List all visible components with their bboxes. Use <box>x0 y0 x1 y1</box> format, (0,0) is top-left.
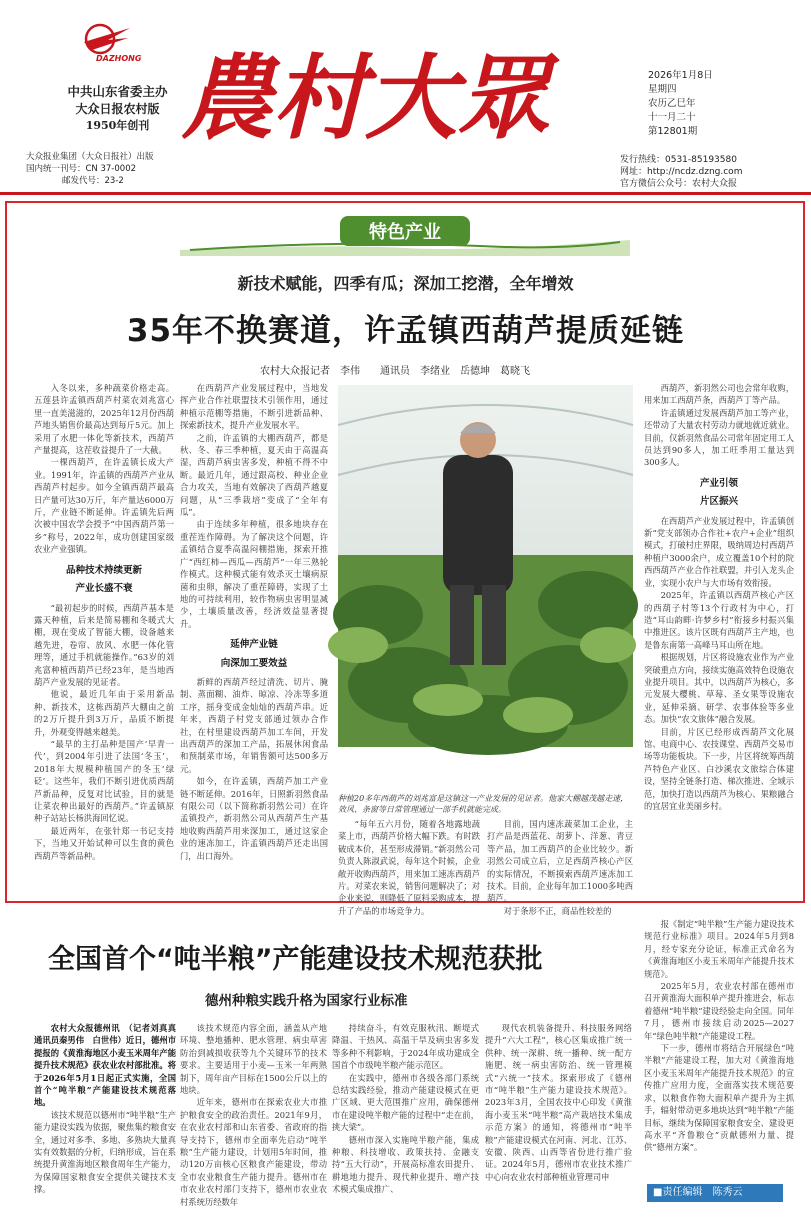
paragraph: 许孟镇通过发展西葫芦加工等产业，还带动了大量农村劳动力就地就近就业。目前，仅新羽然食品公司常年固定用工人员达到90多人，加工旺季用工量达到300多人。 <box>644 407 794 468</box>
wechat-account: 官方微信公众号：农村大众报 <box>620 179 738 189</box>
article2-column-1 <box>34 1022 185 1196</box>
paragraph: 目前，国内速冻蔬菜加工企业，主打产品是西蓝花、胡萝卜、洋葱、青豆等产品，加工西葫芦的企业比较少。新羽然公司成立后，立足西葫芦核心产区的实际情况，不断摸索西葫芦速冻加工技术。目前，企业每年加工1000多吨西葫芦。 <box>487 819 633 904</box>
masthead-founded: 1950年创刊 <box>85 119 150 132</box>
website: 网址：http://ncdz.dzng.com <box>620 167 743 177</box>
farmer-greenhouse-photo <box>338 385 633 747</box>
issue-weekday: 星期四 <box>648 84 677 95</box>
section-banner <box>180 210 630 256</box>
paragraph: 由于连续多年种植，很多地块存在重茬连作障碍。为了解决这个问题，许孟镇结合夏季高温闷棚措施，探索开推广“西红柿—西瓜—西葫芦”一年三熟轮作模式。这种模式能有效杀灭土壤病原菌和虫卵，解决了重茬障碍，实现了土地的可持续利用，较作物病虫害明显减少，土壤质量改善，经济效益显著提升。 <box>180 519 328 629</box>
paragraph: “最初起步的时候，西葫芦基本是露天种植，后来是简易棚和冬暖式大棚，现在变成了智能大棚，设备越来越先进，卷帘、放风、水肥一体化管理等，通过手机就能操作。”63岁的刘兆富种植西葫芦已经23年，是当地西葫芦产业发展的见证者。 <box>34 602 174 687</box>
paragraph: 在西葫芦产业发展过程中，当地发挥产业合作社联盟技术引领作用，通过种植示范棚等措施，不断引进新品种、探索新技术，提升产业发展水平。 <box>180 383 328 431</box>
section-heading: 延伸产业链 <box>230 639 278 651</box>
article-headline: 35年不换赛道，许孟镇西葫芦提质延链 <box>126 313 685 349</box>
paragraph: 在西葫芦产业发展过程中，许孟镇创新“党支部领办合作社+农户+企业”组织模式，打破村庄界限，吸纳周边村西葫芦种植户3000余户，成立覆盖10个村的院西西葫芦产业合作社联盟，并引入龙头企业，实现小农户与大市场有效衔接。 <box>644 515 794 588</box>
article-column-2 <box>180 382 328 862</box>
article2-column-3 <box>332 1022 479 1196</box>
paragraph: 入冬以来，多种蔬菜价格走高。五莲县许孟镇西葫芦村菜农刘兆富心里一直美滋滋的，2025年12月份西葫芦地头销售价最高达到每斤5元。加上采用了水肥一体化等新技术，西葫芦产量提高，这茬收益提升了一大截。 <box>34 383 174 456</box>
paragraph: 在实践中，德州市各级各部门系统总结实践经验，推动产能建设模式在更广区域、更大范围推广应用，确保德州市在建设吨半粮产能的过程中“走在前，挑大梁”。 <box>332 1072 479 1133</box>
masthead-postal: 邮发代号：23-2 <box>62 176 124 186</box>
article2-headline: 全国首个“吨半粮”产能建设技术规范获批 <box>48 944 543 975</box>
paragraph: 德州市深入实施吨半粮产能，集成种粮、科技增收、政策扶持、金融支持“五大行动”，开展高标准农田提升、耕地地力提升、现代种业提升、增产技术模式集成推广、 <box>332 1134 479 1195</box>
paragraph: “最早的主打品种是国产‘早青一代’，到2004年引进了法国‘冬玉’，2018年大规模种植国产的冬玉‘绿砭’。这些年，我们不断引进优质西葫芦新品种，反复对比试验，目的就是让菜农种出最好的西葫芦。”许孟镇原种子站站长杨洪海回忆说。 <box>34 738 174 824</box>
article-column-5 <box>644 382 794 812</box>
masthead-divider <box>0 192 811 195</box>
paragraph: 该技术规范以德州市“吨半粮”生产能力建设实践为依据，聚焦集约粮食安全，通过对多季、多地、多熟块大量真实有效数据的分析，归纳形成，旨在系统提升黄淮海地区粮食周年生产能力，为保障国家粮食安全提供关键技术支撑。 <box>34 1109 176 1195</box>
masthead-org: 中共山东省委主办 <box>67 84 168 99</box>
paragraph: 持续奋斗，有效克服秋汛、断堤式降温、干热风、高温干旱及病虫害多发等多种不利影响，于2024年成功建成全国首个市级吨半粮产能示范区。 <box>332 1023 479 1071</box>
masthead-issn: 国内统一刊号：CN 37-0002 <box>26 164 137 174</box>
logo-wordmark: DAZHONG <box>96 54 142 63</box>
section-label: 特色产业 <box>369 222 441 243</box>
section-heading: 向深加工要效益 <box>220 657 288 669</box>
issue-lunar-year: 农历乙巳年 <box>648 98 696 109</box>
paragraph: 最近两年，在张针郑一书记支持下，当地又开始试种可以生食的黄色西葫芦等新品种。 <box>34 825 174 861</box>
paragraph: 如今，在许孟镇，西葫芦加工产业链不断延伸。2016年，日照新羽然食品有限公司（以下简称新羽然公司）在许孟镇投产，新羽然公司从西葫芦生产基地收购西葫芦用来深加工，通过这家企业的速冻加工，许孟镇西葫芦还走出国门，出口海外。 <box>180 776 328 861</box>
paragraph: “每年五六月份，随着各地露地蔬菜上市，西葫芦价格大幅下跌。有时跌破成本价，甚至形成滞销。”新羽然公司负责人陈淑武说，每年这个时候，企业敞开收购西葫芦，用来加工速冻西葫芦片。对菜农来说，销售问题解决了；对企业来说，则降低了原料采购成本，提升了产品的市场竞争力。 <box>338 819 480 916</box>
masthead-publisher: 大众报业集团（大众日报社）出版 <box>26 152 154 162</box>
masthead-edition: 大众日报农村版 <box>75 102 160 116</box>
paragraph: 该技术规范内容全面，涵盖从产地环境、整地播种、肥水管理、病虫草害防治到减损收获等九个关键环节的技术要求。主要适用于小麦—玉米一年两熟制下，周年亩产目标在1500公斤以上的地块。 <box>180 1023 327 1096</box>
article-column-3 <box>338 818 480 916</box>
paragraph: 西葫芦，新羽然公司也会常年收购，用来加工西葫芦条，西葫芦丁等产品。 <box>644 383 794 406</box>
photo-caption: 种植20多年西葫芦的刘兆富是这镇这一产业发展的见证者。他家大棚越茂越走速，效风、条窗等日常管理通过一部手机就能完成。 <box>338 794 629 814</box>
issue-lunar-day: 十一月二十 <box>648 112 696 123</box>
article-column-1 <box>34 382 174 862</box>
paragraph: 报《制定“吨半粮”生产能力建设技术规范行业标准》项目。2024年5月到8月，经专家充分论证，标准正式命名为《黄淮海地区小麦玉米周年产能提升技术规范》。 <box>644 919 794 979</box>
paragraph: 之前，许孟镇的大棚西葫芦，都是秋、冬、春三季种植，夏天由于高温高湿，西葫芦病虫害多发，种植不得不中断。最近几年，通过跟高校、种业企业合力攻关，当地有效解决了西葫芦越夏问题，从“三季栽培”变成了“全年有瓜”。 <box>180 432 328 518</box>
article2-column-4 <box>485 1022 632 1183</box>
article2-column-2 <box>180 1022 327 1208</box>
section-heading: 品种技术持续更新 <box>65 564 142 576</box>
dazhong-logo-icon <box>78 22 134 54</box>
article2-column-5 <box>644 918 794 1154</box>
section-heading: 产业长盛不衰 <box>75 583 133 595</box>
article-byline: 农村大众报记者 李伟 通讯员 李绪业 岳德坤 葛晓飞 <box>260 366 530 377</box>
paragraph: 新鲜的西葫芦经过清洗、切片、腌制、蒸面糊、油炸、晾凉、冷冻等多道工序，摇身变成金灿灿的西葫芦串。近年来，西葫子村党支部通过领办合作社，在村里建设西葫芦加工车间，开发出西葫芦的深加工产品，拓展休闲食品和预制菜市场，年销售额可达500多万元。 <box>180 676 328 774</box>
paragraph: 2025年，许孟镇以西葫芦核心产区的西葫子村等13个行政村为中心，打造“耳山韵畔·许梦乡村”衔接乡村振兴集中推进区。该片区既有西葫芦主产地，也是鲁东南第一高峰马耳山所在地。 <box>644 590 794 650</box>
section-heading: 片区振兴 <box>699 496 738 508</box>
article-kicker: 新技术赋能，四季有瓜；深加工挖潜，全年增效 <box>237 274 574 293</box>
section-heading: 产业引领 <box>699 477 738 489</box>
paragraph: 目前，片区已经形成西葫芦文化展馆、电商中心、农技课堂、西葫芦交易市场等功能板块。下一步，片区将统筹西葫芦特色产业区、白沙溪农文旅综合体建设，坚持全链条打造、梯次推进、全域示范，加快打造以西葫芦为核心、果粮融合的宜居宜业美丽乡村。 <box>644 726 794 811</box>
paragraph: 根据规划，片区将设施农业作为产业突破重点方向，接续实施高效特色设施农业提升项目。其中，以西葫芦为核心，多元发展大樱桃、草莓、圣女果等设施农业，延伸采摘、研学、农事体验等多业态。加快“农文旅体”融合发展。 <box>644 652 794 725</box>
paragraph: 一棵西葫芦，在许孟镇长成大产业。1991年，许孟镇的西葫芦产业从西葫芦村起步。如今全镇西葫芦最高日产量可达30万斤，年产量达6000万斤，产业链不断延伸。许孟镇先后两次被中国农学会授予“中国西葫芦第一乡”称号，2022年，成功创建国家级农业产业强镇。 <box>34 457 174 555</box>
paragraph: 现代农机装备提升、科技服务网络提升“六大工程”，核心区集成推广统一供种、统一深耕、统一播种、统一配方施肥、统一病虫害防治、统一管理模式“六统一”技术。探索形成了《德州市“吨半粮”生产能力建设技术规范》。2023年3月，全国农技中心印发《黄淮海小麦玉米“吨半粮”高产栽培技术集成示范方案》的通知，将德州市“吨半粮”产能建设模式在河南、河北、江苏、安徽、陕西、山西等省份进行推广验证。2024年5月，德州市农业技术推广中心向农业农村部种植业管理司申 <box>485 1023 632 1182</box>
article2-lead: 农村大众报德州讯 （记者刘真真 通讯员秦男伟 白世伟）近日，德州市提报的《黄淮海地区小麦玉米周年产能提升技术规范》获农业农村部批准。将于2026年5月1日起正式实施，全国首个“吨半粮”产能建设技术规范落地。 <box>34 1023 185 1108</box>
article2-subhead: 德州种粮实践升格为国家行业标准 <box>205 993 408 1009</box>
issue-date: 2026年1月8日 <box>648 70 713 81</box>
subscription-phone: 发行热线：0531-85193580 <box>620 155 737 165</box>
paragraph: 对于条形不正，商品性较差的 <box>503 905 612 916</box>
article-column-4 <box>487 818 633 916</box>
paragraph: 近年来，德州市在探索农业大市推护粮食安全的政治责任。2021年9月，在农业农村部和山东省委、省政府的指导支持下，德州市全面率先启动“吨半粮”生产能力建设，计划用5年时间，推动120万亩核心区粮食产能建设，带动全市农业粮食生产能力提升。德州市在市农业农村部门支持下，德州市农业农村系统历经数年 <box>180 1097 327 1207</box>
paragraph: 下一步，德州市将结合开展绿色“吨半粮”产能建设工程，加大对《黄淮海地区小麦玉米周年产能提升技术规范》的宣传推广应用力度，全面落实技术规范要求，以粮食作物大面积单产提升为主抓手，辐射带动更多地块达到“吨半粮”产能目标，继续为保障国家粮食安全、建设更高水平“齐鲁粮仓”贡献德州力量、提供“德州方案”。 <box>644 1043 794 1153</box>
masthead-title-text: 農村大眾 <box>180 44 550 152</box>
masthead-title <box>180 22 550 152</box>
issue-number: 第12801期 <box>648 126 698 137</box>
responsible-editor: ■责任编辑 陈秀云 <box>647 1184 783 1202</box>
paragraph: 他说，最近几年由于采用新品种、新技术，这栋西葫芦大棚由之前的2万斤提升到3万斤，品质不断提升，外观变得越来越美。 <box>34 689 174 737</box>
paragraph: 2025年5月，农业农村部在德州市召开黄淮海大面积单产提升推进会，标志着德州“吨半粮”建设经验走向全国。同年7月，德州市接续启动2025—2027年“绿色吨半粮”产能建设工程。 <box>644 981 794 1041</box>
